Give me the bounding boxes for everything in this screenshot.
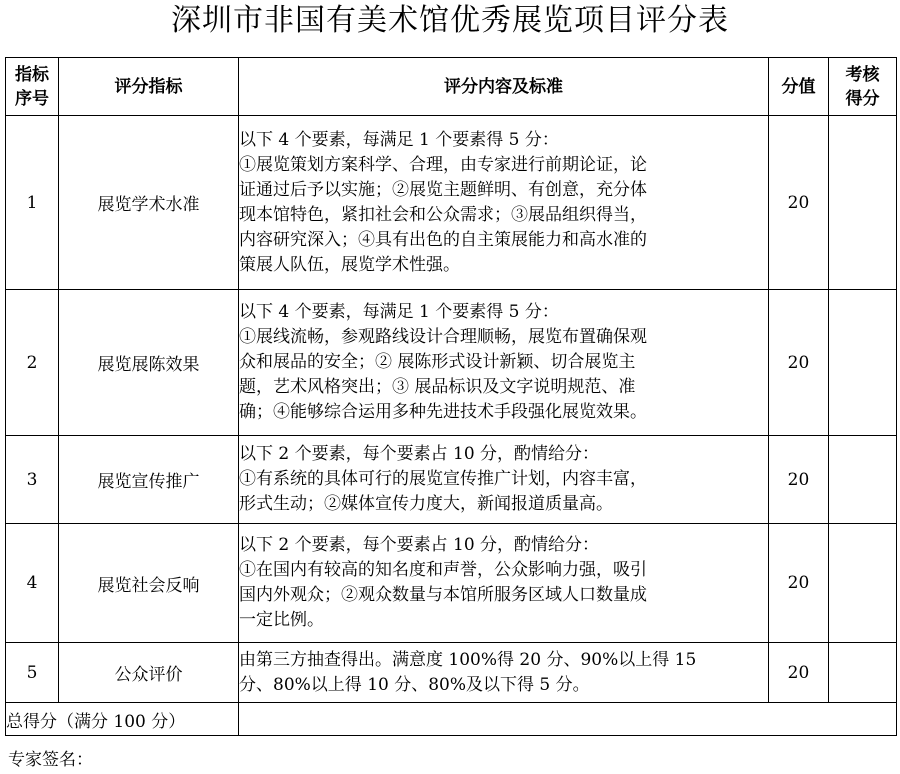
scoring-table xyxy=(5,57,897,736)
row-indicator: 公众评价 xyxy=(59,643,239,703)
content-line: 确；④能够综合运用多种先进技术手段强化展览效果。 xyxy=(239,402,647,422)
content-line: ①展览策划方案科学、合理，由专家进行前期论证，论 xyxy=(239,154,647,175)
content-line: 一定比例。 xyxy=(239,610,324,630)
total-score-label: 总得分（满分 100 分） xyxy=(6,703,239,736)
row-score: 20 xyxy=(769,524,829,643)
row-content xyxy=(239,643,769,703)
table-row xyxy=(6,643,897,703)
total-row xyxy=(6,703,897,736)
header-indicator: 评分指标 xyxy=(59,58,239,116)
table-row xyxy=(6,116,897,290)
header-assessed-line2: 得分 xyxy=(845,88,880,109)
table-header-row xyxy=(6,58,897,116)
row-indicator: 展览宣传推广 xyxy=(59,436,239,524)
row-indicator: 展览展陈效果 xyxy=(59,290,239,436)
row-indicator: 展览社会反响 xyxy=(59,524,239,643)
row-score: 20 xyxy=(769,643,829,703)
row-assessed-field[interactable] xyxy=(829,643,897,703)
content-line: 证通过后予以实施；②展览主题鲜明、有创意，充分体 xyxy=(239,179,647,200)
row-index: 3 xyxy=(6,436,59,524)
row-score: 20 xyxy=(769,116,829,290)
total-score-field[interactable] xyxy=(239,703,897,736)
table-row xyxy=(6,436,897,524)
header-assessed-line1: 考核 xyxy=(845,64,880,85)
table-row xyxy=(6,290,897,436)
content-line: ①展线流畅，参观路线设计合理顺畅，展览布置确保观 xyxy=(239,327,647,347)
header-assessed xyxy=(829,58,897,116)
form-title: 深圳市非国有美术馆优秀展览项目评分表 xyxy=(171,3,729,38)
content-line: 以下 2 个要素，每个要素占 10 分，酌情给分： xyxy=(239,535,600,555)
expert-signature-label: 专家签名： xyxy=(8,750,93,770)
content-line: 内容研究深入；④具有出色的自主策展能力和高水准的 xyxy=(239,229,647,250)
content-line: 以下 2 个要素，每个要素占 10 分，酌情给分： xyxy=(239,444,600,464)
row-score: 20 xyxy=(769,436,829,524)
row-content xyxy=(239,290,769,436)
row-content xyxy=(239,436,769,524)
content-line: 分、80%以上得 10 分、80%及以下得 5 分。 xyxy=(239,674,590,695)
row-index: 4 xyxy=(6,524,59,643)
content-line: 策展人队伍，展览学术性强。 xyxy=(239,254,460,275)
header-score: 分值 xyxy=(769,58,829,116)
row-assessed-field[interactable] xyxy=(829,436,897,524)
row-indicator: 展览学术水准 xyxy=(59,116,239,290)
content-line: 众和展品的安全；② 展陈形式设计新颖、切合展览主 xyxy=(239,352,636,372)
content-line: 国内外观众；②观众数量与本馆所服务区域人口数量成 xyxy=(239,585,647,605)
row-assessed-field[interactable] xyxy=(829,290,897,436)
row-assessed-field[interactable] xyxy=(829,116,897,290)
content-line: 现本馆特色，紧扣社会和公众需求；③展品组织得当， xyxy=(239,204,647,225)
row-index: 2 xyxy=(6,290,59,436)
content-line: 以下 4 个要素，每满足 1 个要素得 5 分： xyxy=(239,302,559,322)
header-index-line2: 序号 xyxy=(15,88,49,109)
content-line: ①有系统的具体可行的展览宣传推广计划，内容丰富， xyxy=(239,469,647,489)
row-content xyxy=(239,524,769,643)
row-score: 20 xyxy=(769,290,829,436)
header-index xyxy=(6,58,59,116)
header-content: 评分内容及标准 xyxy=(239,58,769,116)
row-index: 1 xyxy=(6,116,59,290)
content-line: ①在国内有较高的知名度和声誉，公众影响力强，吸引 xyxy=(239,560,647,580)
content-line: 以下 4 个要素，每满足 1 个要素得 5 分： xyxy=(239,129,559,150)
content-line: 题，艺术风格突出；③ 展品标识及文字说明规范、准 xyxy=(239,377,636,397)
header-index-line1: 指标 xyxy=(15,64,49,85)
content-line: 由第三方抽查得出。满意度 100%得 20 分、90%以上得 15 xyxy=(239,649,697,670)
row-assessed-field[interactable] xyxy=(829,524,897,643)
row-content xyxy=(239,116,769,290)
row-index: 5 xyxy=(6,643,59,703)
table-row xyxy=(6,524,897,643)
content-line: 形式生动；②媒体宣传力度大，新闻报道质量高。 xyxy=(239,494,613,514)
